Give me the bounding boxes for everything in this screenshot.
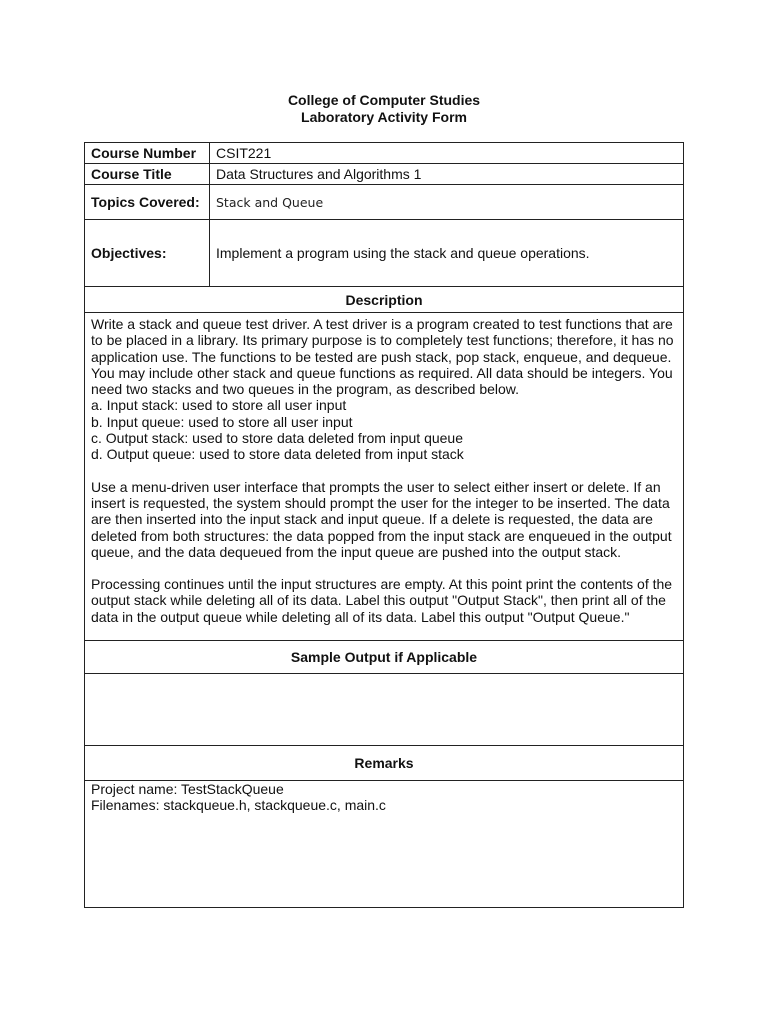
- form-title: Laboratory Activity Form: [301, 109, 467, 125]
- description-body-row: [85, 313, 684, 641]
- objectives-row: [85, 220, 684, 287]
- description-item-b: b. Input queue: used to store all user input: [91, 413, 353, 430]
- description-paragraph-3: Processing continues until the input structures are empty. At this point print the contents of the output stack while deleting all of its data. Label this output "Output Stack", then print all of the data in the output queue while deleting all of its data. Label this output "Output Queue.": [91, 576, 673, 625]
- remarks-filenames: Filenames: stackqueue.h, stackqueue.c, main.c: [91, 797, 386, 814]
- remarks-heading-row: [85, 746, 684, 781]
- remarks-body: [85, 781, 684, 908]
- form-header: [0, 92, 768, 126]
- remarks-heading: Remarks: [85, 746, 684, 781]
- sample-output-body-row: [85, 674, 684, 746]
- topics-label: Topics Covered:: [85, 185, 210, 220]
- description-intro: Write a stack and queue test driver. A test driver is a program created to test functions that are to be placed in a library. Its primary purpose is to completely test functions; therefore, it has no application use. The functions to be tested are push stack, pop stack, enqueue, and dequeue. You may include other stack and queue functions as required. All data should be integers. You need two stacks and two queues in the program, as described below.: [91, 316, 674, 398]
- course-number-row: [85, 143, 684, 164]
- course-number-label: Course Number: [85, 143, 210, 164]
- course-title-label: Course Title: [85, 164, 210, 185]
- description-heading: Description: [85, 287, 684, 313]
- college-name: College of Computer Studies: [287, 92, 481, 108]
- activity-form-table: [84, 142, 684, 908]
- description-paragraph-2: Use a menu-driven user interface that prompts the user to select either insert or delete. If an insert is requested, the system should prompt the user for the integer to be inserted. The data are then inserted into the input stack and input queue. If a delete is requested, the data are deleted from both structures: the data popped from the input stack are enqueued in the output queue, and the data dequeued from the input queue are pushed into the output stack.: [91, 478, 672, 560]
- description-item-d: d. Output queue: used to store data deleted from input stack: [91, 446, 464, 463]
- objectives-value: Implement a program using the stack and queue operations.: [210, 220, 684, 287]
- description-item-a: a. Input stack: used to store all user input: [91, 397, 347, 414]
- sample-output-heading-row: [85, 641, 684, 674]
- course-number-value: CSIT221: [210, 143, 684, 164]
- sample-output-heading: Sample Output if Applicable: [85, 641, 684, 674]
- sample-output-body: [85, 674, 684, 746]
- description-body: [85, 313, 684, 641]
- objectives-label: Objectives:: [85, 220, 210, 287]
- remarks-project-name: Project name: TestStackQueue: [91, 781, 284, 797]
- course-title-row: [85, 164, 684, 185]
- course-title-value: Data Structures and Algorithms 1: [210, 164, 684, 185]
- description-intro-block: [91, 316, 677, 463]
- description-item-c: c. Output stack: used to store data deleted from input queue: [91, 430, 464, 447]
- topics-value: Stack and Queue: [210, 185, 684, 220]
- topics-row: [85, 185, 684, 220]
- description-heading-row: [85, 287, 684, 313]
- remarks-body-row: [85, 781, 684, 908]
